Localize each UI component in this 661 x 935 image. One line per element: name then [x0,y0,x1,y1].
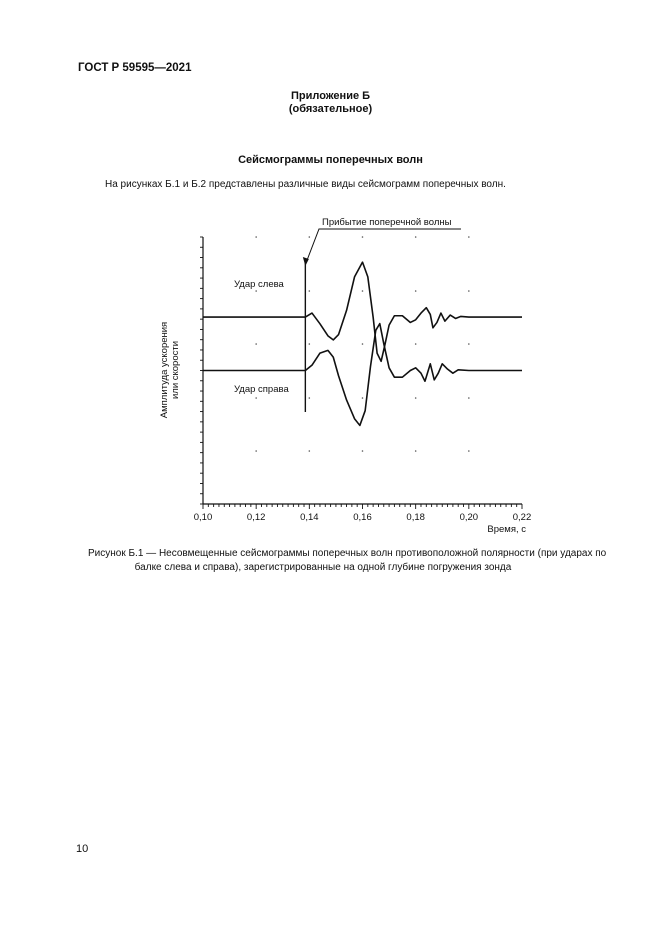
trace-line-right-strike [203,324,522,426]
grid-dot [468,343,470,345]
appendix-title: Приложение Б [290,90,371,102]
grid-dot [309,236,311,238]
grid-dot [468,290,470,292]
grid-dot [309,290,311,292]
section-title: Сейсмограммы поперечных волн [238,154,423,166]
x-tick-label: 0,22 [512,512,532,523]
grid-dot [255,236,257,238]
page-number: 10 [76,843,89,855]
grid-dot [362,343,364,345]
grid-dot [468,397,470,399]
standard-header: ГОСТ Р 59595—2021 [78,62,192,74]
caption-line-2: балке слева и справа), зарегистрированные на одной глубине погружения зонда [134,562,512,573]
figure-caption [88,547,607,575]
grid-dot [468,450,470,452]
grid-dot [415,290,417,292]
x-tick-label: 0,18 [406,512,425,523]
trace-label: Удар слева [234,279,284,290]
x-tick-label: 0,20 [459,512,479,523]
grid-dot [362,236,364,238]
grid-dot [255,343,257,345]
grid-dot [309,343,311,345]
y-axis-title-line-2: или скорости [170,340,181,400]
grid-dot [415,397,417,399]
x-tick-label: 0,16 [353,512,372,523]
grid-dot [362,450,364,452]
x-axis-title: Время, с [487,524,526,535]
grid-dot [415,450,417,452]
grid-dot [415,343,417,345]
grid-dot [362,290,364,292]
grid-dot [255,397,257,399]
annotation-label: Прибытие поперечной волны [322,217,452,228]
grid-dot [309,397,311,399]
x-tick-label: 0,14 [300,512,319,523]
y-axis-title-line-1: Амплитуда ускорения [159,321,170,419]
grid-dot [362,397,364,399]
appendix-subtitle: (обязательное) [288,103,373,115]
caption-line-1: Рисунок Б.1 — Несовмещенные сейсмограммы поперечных волн противоположной полярности (при ударах по [88,548,607,559]
grid-dot [415,236,417,238]
grid-dot [255,290,257,292]
x-tick-label: 0,10 [193,512,213,523]
trace-line-left-strike [203,262,522,361]
trace-label: Удар справа [234,384,289,395]
annotation-leader [306,229,461,262]
grid-dot [255,450,257,452]
intro-paragraph: На рисунках Б.1 и Б.2 представлены различные виды сейсмограмм поперечных волн. [105,179,506,190]
x-tick-label: 0,12 [246,512,266,523]
grid-dot [468,236,470,238]
grid-dot [309,450,311,452]
